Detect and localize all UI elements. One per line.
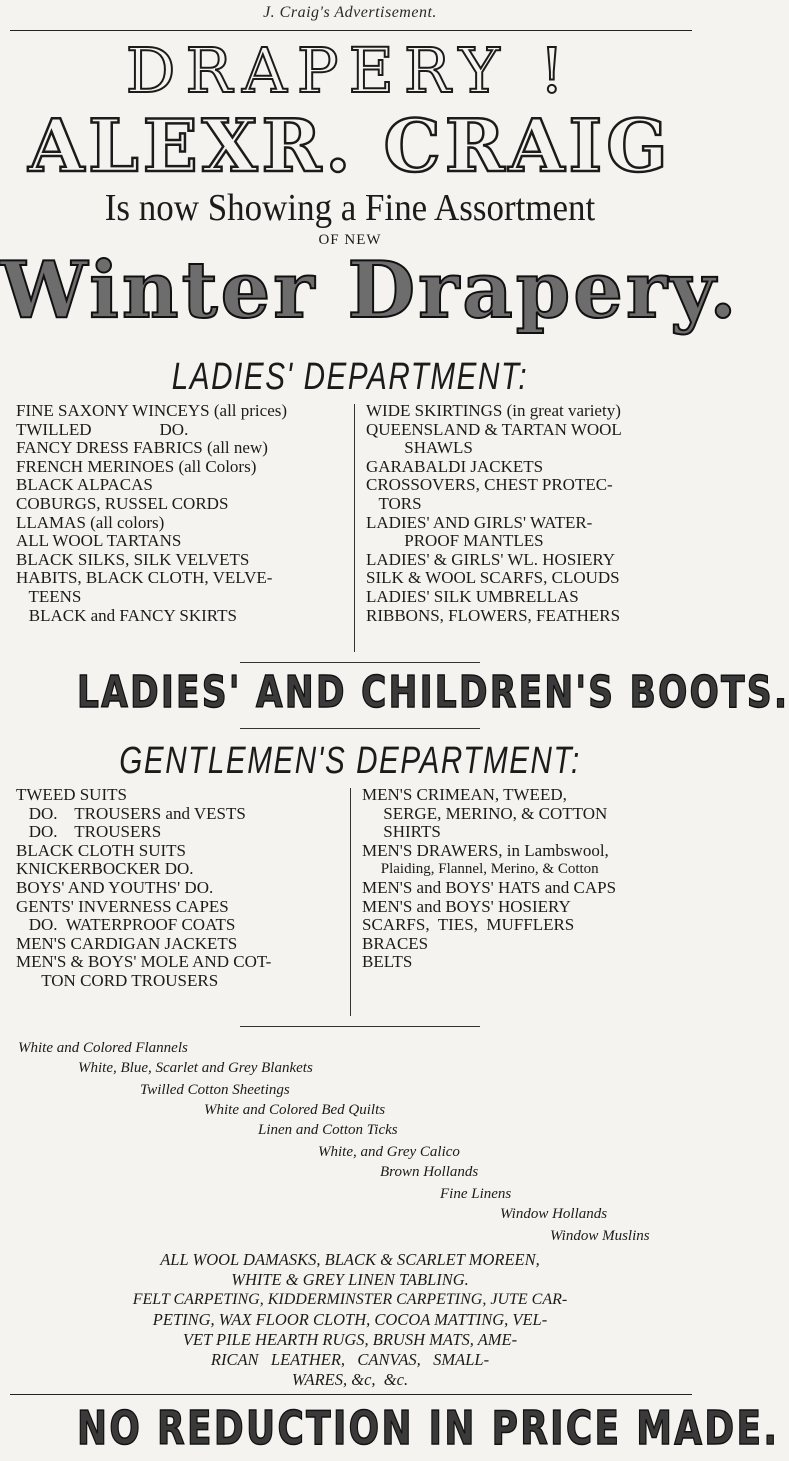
list-item: SCARFS, TIES, MUFFLERS (362, 915, 575, 935)
list-item: TORS (366, 493, 422, 513)
list-item: SHAWLS (366, 438, 473, 458)
list-item: COBURGS, RUSSEL CORDS (16, 493, 229, 513)
furnishings-line: WARES, &c, &c. (291, 1370, 409, 1389)
header-rule (10, 30, 692, 31)
list-item: FINE SAXONY WINCEYS (all prices) (16, 401, 288, 420)
list-item: KNICKERBOCKER DO. (16, 859, 194, 879)
gentlemen-department-heading: GENTLEMEN'S DEPARTMENT: (119, 740, 581, 782)
gents-column-divider (350, 788, 351, 1016)
list-item: LADIES' SILK UMBRELLAS (366, 586, 579, 606)
list-item: BLACK CLOTH SUITS (16, 840, 187, 860)
winter-drapery-title: Winter Drapery. (0, 245, 740, 336)
boots-heading: LADIES' AND CHILDREN'S BOOTS. (77, 667, 789, 718)
list-item: Plaiding, Flannel, Merino, & Cotton (362, 861, 599, 878)
list-item: MEN'S and BOYS' HOSIERY (362, 896, 571, 916)
list-item: ALL WOOL TARTANS (16, 531, 182, 551)
list-item: MEN'S CRIMEAN, TWEED, (362, 785, 567, 804)
goods-item: Brown Hollands (380, 1164, 479, 1180)
list-item: BLACK ALPACAS (16, 475, 153, 495)
furnishings-line: WHITE & GREY LINEN TABLING. (231, 1270, 469, 1289)
gents-left-list (16, 786, 271, 991)
list-item: FANCY DRESS FABRICS (all new) (16, 438, 268, 458)
list-item: BLACK SILKS, SILK VELVETS (16, 549, 250, 569)
list-item: FRENCH MERINOES (all Colors) (16, 456, 257, 476)
no-reduction-heading: NO REDUCTION IN PRICE MADE. (77, 1401, 780, 1455)
list-item: BOYS' AND YOUTHS' DO. (16, 877, 214, 897)
section-rule (240, 1026, 480, 1027)
goods-item: White, Blue, Scarlet and Grey Blankets (78, 1060, 313, 1076)
headline-drapery: DRAPERY ! (125, 34, 575, 107)
section-rule (240, 662, 480, 663)
list-item: LADIES' AND GIRLS' WATER- (366, 512, 593, 532)
list-item: GENTS' INVERNESS CAPES (16, 896, 229, 916)
list-item: BRACES (362, 933, 429, 953)
list-item: DO. TROUSERS and VESTS (16, 803, 246, 823)
goods-item: White, and Grey Calico (318, 1144, 460, 1160)
furnishings-line: PETING, WAX FLOOR CLOTH, COCOA MATTING, VEL- (152, 1310, 548, 1329)
furnishings-line: FELT CARPETING, KIDDERMINSTER CARPETING, JUTE CAR- (132, 1291, 568, 1308)
list-item: TEENS (16, 586, 82, 606)
goods-item: Window Hollands (500, 1206, 608, 1222)
ladies-left-list (16, 402, 287, 625)
furnishings-line: RICAN LEATHER, CANVAS, SMALL- (210, 1350, 490, 1369)
list-item: LADIES' & GIRLS' WL. HOSIERY (366, 549, 616, 569)
list-item: MEN'S and BOYS' HATS and CAPS (362, 877, 617, 897)
goods-item: Twilled Cotton Sheetings (140, 1082, 290, 1098)
list-item: RIBBONS, FLOWERS, FEATHERS (366, 605, 621, 625)
list-item: LLAMAS (all colors) (16, 512, 165, 532)
goods-item: Linen and Cotton Ticks (258, 1122, 398, 1138)
list-item: BLACK and FANCY SKIRTS (16, 605, 237, 625)
list-item: BELTS (362, 952, 413, 972)
list-item: MEN'S DRAWERS, in Lambswool, (362, 840, 609, 860)
list-item: TWEED SUITS (16, 785, 127, 804)
list-item: WIDE SKIRTINGS (in great variety) (366, 401, 621, 420)
ladies-right-list (366, 402, 622, 625)
list-item: HABITS, BLACK CLOTH, VELVE- (16, 568, 273, 588)
showing-line: Is now Showing a Fine Assortment (104, 187, 596, 229)
goods-item: White and Colored Flannels (18, 1040, 188, 1056)
section-rule (240, 728, 480, 729)
list-item: SERGE, MERINO, & COTTON (362, 803, 608, 823)
list-item: DO. WATERPROOF COATS (16, 915, 236, 935)
ladies-department-heading: LADIES' DEPARTMENT: (171, 356, 529, 398)
goods-item: Fine Linens (440, 1186, 512, 1202)
list-item: DO. TROUSERS (16, 822, 162, 842)
list-item: TWILLED DO. (16, 419, 189, 439)
furnishings-block (0, 1250, 700, 1390)
list-item: TON CORD TROUSERS (16, 970, 219, 990)
furnishings-line: ALL WOOL DAMASKS, BLACK & SCARLET MOREEN, (160, 1250, 540, 1269)
of-new-line: OF NEW (318, 232, 382, 248)
list-item: MEN'S CARDIGAN JACKETS (16, 933, 238, 953)
gents-right-list (362, 786, 616, 972)
list-item: PROOF MANTLES (366, 531, 544, 551)
list-item: CROSSOVERS, CHEST PROTEC- (366, 475, 613, 495)
list-item: MEN'S & BOYS' MOLE AND COT- (16, 952, 272, 972)
ladies-column-divider (354, 404, 355, 652)
advertisement-header: J. Craig's Advertisement. (263, 4, 437, 21)
goods-item: Window Muslins (550, 1228, 650, 1244)
list-item: QUEENSLAND & TARTAN WOOL (366, 419, 622, 439)
list-item: GARABALDI JACKETS (366, 456, 544, 476)
merchant-name: ALEXR. CRAIG (28, 103, 672, 188)
furnishings-line: VET PILE HEARTH RUGS, BRUSH MATS, AME- (182, 1330, 518, 1349)
footer-rule (10, 1394, 692, 1395)
list-item: SILK & WOOL SCARFS, CLOUDS (366, 568, 620, 588)
goods-item: White and Colored Bed Quilts (204, 1102, 386, 1118)
list-item: SHIRTS (362, 822, 441, 842)
